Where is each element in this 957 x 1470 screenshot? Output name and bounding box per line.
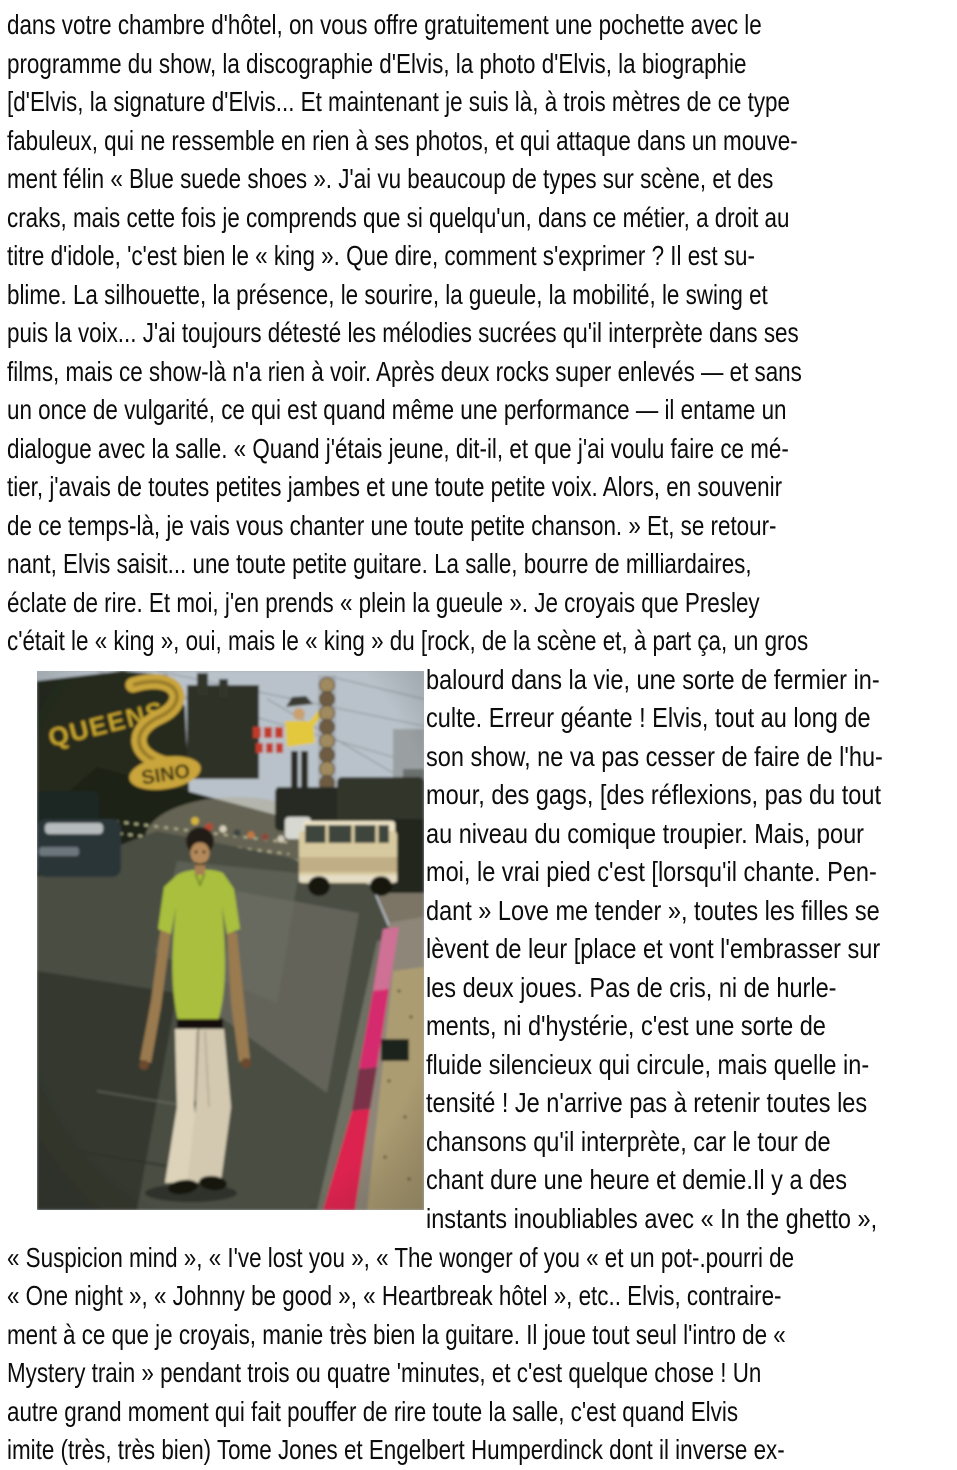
text-line: tier, j'avais de toutes petites jambes et une toute petite voix. Alors, en souvenir [7, 471, 783, 502]
text-line: mour, des gags, [des réflexions, pas du tout [426, 779, 881, 810]
text-line: titre d'idole, 'c'est bien le « king ». Que dire, comment s'exprimer ? Il est su- [7, 240, 755, 271]
street-photo-graphic [37, 671, 424, 1210]
text-line: chant dure une heure et demie.Il y a des [426, 1164, 848, 1195]
text-line: culte. Erreur géante ! Elvis, tout au long de [426, 702, 871, 733]
text-line: ments, ni d'hystérie, c'est une sorte de [426, 1010, 826, 1041]
text-line: de ce temps-là, je vais vous chanter une toute petite chanson. » Et, se retour- [7, 509, 777, 541]
text-line: fluide silencieux qui circule, mais quelle in- [426, 1048, 870, 1080]
text-line: craks, mais cette fois je comprends que si quelqu'un, dans ce métier, a droit au [7, 201, 790, 233]
text-line: moi, le vrai pied c'est [lorsqu'il chante. Pen- [426, 856, 877, 887]
text-line: au niveau du comique troupier. Mais, pour [426, 817, 864, 849]
text-line: blime. La silhouette, la présence, le sourire, la gueule, la mobilité, le swing et [7, 278, 768, 310]
text-line: dans votre chambre d'hôtel, on vous offre gratuitement une pochette avec le [7, 9, 762, 40]
text-line: ment à ce que je croyais, manie très bien la guitare. Il joue tout seul l'intro de « [7, 1318, 786, 1350]
text-line: un once de vulgarité, ce qui est quand même une performance — il entame un [7, 394, 787, 425]
text-line: « Suspicion mind », « I've lost you », « The wonger of you « et un pot-.pourri de [7, 1241, 795, 1273]
text-line: programme du show, la discographie d'Elvis, la photo d'Elvis, la biographie [7, 47, 747, 79]
text-line: fabuleux, qui ne ressemble en rien à ses photos, et qui attaque dans un mouve- [7, 124, 798, 156]
text-line: c'était le « king », oui, mais le « king » du [rock, de la scène et, à part ça, un gros [7, 625, 809, 656]
article-text-bottom [7, 1239, 957, 1470]
middle-section [7, 661, 957, 1239]
text-line: tensité ! Je n'arrive pas à retenir toutes les [426, 1087, 868, 1118]
text-line: dant » Love me tender », toutes les filles se [426, 894, 880, 926]
text-line: dialogue avec la salle. « Quand j'étais jeune, dit-il, et que j'ai voulu faire ce mé- [7, 432, 789, 464]
vignette [37, 671, 424, 1210]
text-line: chansons qu'il interprète, car le tour de [426, 1125, 831, 1157]
text-line: balourd dans la vie, une sorte de fermier in- [426, 663, 880, 695]
text-line: son show, ne va pas cesser de faire de l'hu- [426, 740, 883, 772]
text-line: films, mais ce show-là n'a rien à voir. Après deux rocks super enlevés — et sans [7, 355, 802, 387]
text-line: nant, Elvis saisit... une toute petite guitare. La salle, bourre de milliardaires, [7, 548, 752, 579]
text-line: lèvent de leur [place et vont l'embrasser sur [426, 933, 881, 964]
article-text-top [7, 6, 957, 661]
text-line: [d'Elvis, la signature d'Elvis... Et maintenant je suis là, à trois mètres de ce type [7, 86, 790, 117]
article-text-wrap-column [426, 661, 957, 1239]
street-photo [37, 671, 424, 1210]
text-line: Mystery train » pendant trois ou quatre 'minutes, et c'est quelque chose ! Un [7, 1357, 762, 1388]
text-line: éclate de rire. Et moi, j'en prends « plein la gueule ». Je croyais que Presley [7, 586, 760, 618]
text-line: instants inoubliables avec « In the ghetto », [426, 1202, 878, 1234]
text-line: ment félin « Blue suede shoes ». J'ai vu beaucoup de types sur scène, et des [7, 163, 774, 194]
text-line: « One night », « Johnny be good », « Heartbreak hôtel », etc.. Elvis, contraire- [7, 1280, 782, 1311]
text-line: autre grand moment qui fait pouffer de rire toute la salle, c'est quand Elvis [7, 1395, 739, 1427]
text-line: puis la voix... J'ai toujours détesté les mélodies sucrées qu'il interprète dans ses [7, 317, 799, 348]
text-line: les deux joues. Pas de cris, ni de hurle- [426, 971, 837, 1003]
text-line: imite (très, très bien) Tome Jones et Engelbert Humperdinck dont il inverse ex- [7, 1434, 785, 1465]
